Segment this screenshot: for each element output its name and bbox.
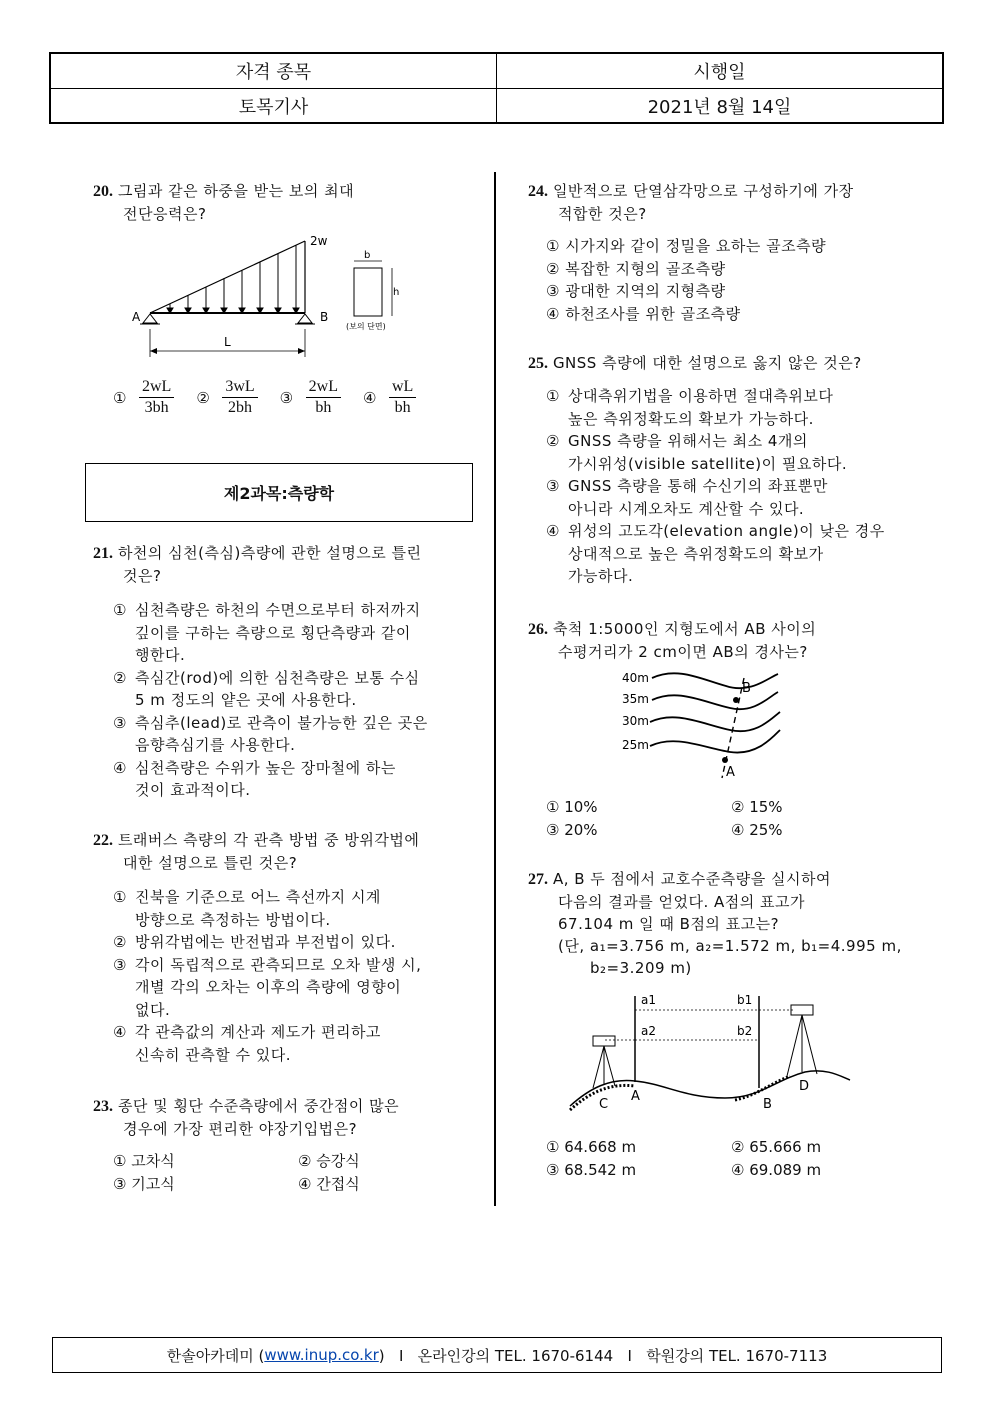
question-23: 23. 종단 및 횡단 수준측량에서 중간점이 많은 경우에 가장 편리한 야장기입법은? ① 고차식 ② 승강식 ③ 기고식 ④ 간접식 [93,1095,488,1195]
q26-option-4[interactable]: ④ 25% [731,820,783,839]
q20-width-label: b [364,250,371,261]
q27-option-3[interactable]: ③ 68.542 m [546,1160,637,1179]
header-col1-title: 자격 종목 [51,54,497,88]
q20-option-2[interactable]: ② $\frac{3wL}{2bh}$ [196,377,257,418]
q20-label-b: B [320,310,329,324]
footer-contact: ) I 온라인강의 TEL. 1670-6144 I 학원강의 TEL. 1670-7113 [378,1346,828,1365]
q26-options [546,796,916,841]
q23-option-4[interactable]: ④ 간접식 [298,1174,360,1193]
q20-span-label: L [224,335,231,349]
q26-label-a: A [726,765,735,780]
q21-option-2[interactable]: ② 측심간(rod)에 의한 심천측량은 보통 수심 5 m 정도의 얕은 곳에 사용한다. [113,668,420,709]
q25-option-3[interactable]: ③ GNSS 측량을 통해 수신기의 좌표뿐만 아니라 시계오차도 계산할 수 있다. [546,477,828,518]
column-divider [494,172,496,1206]
header-table [49,52,944,124]
question-22: 22. 트래버스 측량의 각 관측 방법 중 방위각법에 대한 설명으로 틀린 것은? ① 진북을 기준으로 어느 측선까지 시계 방향으로 측정하는 방법이다. ② 방위각법에는 반전법과 부전법이 있다. ③ 각이 독립적으로 관측되므로 오차 발생 시, 개별 각의 오차는 이후의 측량에 영향이 없다. ④ 각 관측값의 계산과 제도가 편리하고 신속히 관측할 수 있다. [93,829,488,1066]
q20-line1: 그림과 같은 하중을 받는 보의 최대 [117,182,355,200]
q20-options [113,377,438,418]
question-27: 27. A, B 두 점에서 교호수준측량을 실시하여 다음의 결과를 얻었다. A점의 표고가 67.104 m 일 때 B점의 표고는? (단, a₁=3.756 m, a₂=1.572 m, b₁=4.995 m, b₂=3.209 m) [528,870,902,977]
q27-label-d: D [799,1079,810,1094]
footer [52,1337,942,1373]
q27-options [546,1136,916,1181]
q21-option-4[interactable]: ④ 심천측량은 수위가 높은 장마철에 하는 것이 효과적이다. [113,758,396,799]
footer-website-link[interactable]: www.inup.co.kr [264,1346,379,1364]
q27-option-4[interactable]: ④ 69.089 m [731,1160,822,1179]
q26-option-1[interactable]: ① 10% [546,798,598,816]
q27-label-a2: a2 [641,1024,656,1038]
q26-label-30m: 30m [622,714,649,728]
q24-option-4[interactable]: ④ 하천조사를 위한 골조측량 [546,304,741,323]
q27-label-b1: b1 [737,993,753,1007]
q26-label-40m: 40m [622,671,649,685]
question-24: 24. 일반적으로 단열삼각망으로 구성하기에 가장 적합한 것은? ① 시가지와 같이 정밀을 요하는 골조측량 ② 복잡한 지형의 골조측량 ③ 광대한 지역의 지형측량 ④ 하천조사를 위한 골조측량 [528,180,928,325]
question-26: 26. 축척 1:5000인 지형도에서 AB 사이의 수평거리가 2 cm이면 AB의 경사는? [528,620,817,661]
q21-option-3[interactable]: ③ 측심추(lead)로 관측이 불가능한 깊은 곳은 음향측심기를 사용한다. [113,713,428,754]
q25-option-4[interactable]: ④ 위성의 고도각(elevation angle)이 낮은 경우 상대적으로 높은 측위정확도의 확보가 가능하다. [546,522,885,585]
q22-option-2[interactable]: ② 방위각법에는 반전법과 부전법이 있다. [113,933,396,951]
q20-height-label: h [393,287,400,298]
q24-option-1[interactable]: ① 시가지와 같이 정밀을 요하는 골조측량 [546,237,827,255]
q20-number: 20. [93,183,113,200]
q20-beam-figure [130,233,420,363]
q20-line2: 전단응력은? [123,205,207,223]
q27-label-a1: a1 [641,993,656,1007]
q27-option-1[interactable]: ① 64.668 m [546,1138,637,1156]
header-col1-value: 토목기사 [51,89,497,123]
q27-option-2[interactable]: ② 65.666 m [731,1138,822,1156]
q23-option-2[interactable]: ② 승강식 [298,1152,360,1170]
q27-label-b2: b2 [737,1024,753,1038]
q21-option-1[interactable]: ① 심천측량은 하천의 수면으로부터 하저까지 깊이를 구하는 측량으로 횡단측량과 같이 행한다. [113,601,421,664]
q26-option-2[interactable]: ② 15% [731,798,783,816]
q27-label-a: A [631,1089,640,1104]
q20-section-caption: (보의 단면) [346,322,386,331]
q22-option-4[interactable]: ④ 각 관측값의 계산과 제도가 편리하고 신속히 관측할 수 있다. [113,1023,381,1064]
q27-leveling-figure [565,988,855,1118]
question-21: 21. 하천의 심천(측심)측량에 관한 설명으로 틀린 것은? ① 심천측량은 하천의 수면으로부터 하저까지 깊이를 구하는 측량으로 횡단측량과 같이 행한다. ② 측심간(rod)에 의한 심천측량은 보통 수심 5 m 정도의 얕은 곳에 사용한다. ③ 측심추(lead)로 관측이 불가능한 깊은 곳은 음향측심기를 사용한다. ④ 심천측량은 수위가 높은 장마철에 하는 것이 효과적이다. [93,542,488,802]
q23-option-3[interactable]: ③ 기고식 [113,1174,175,1193]
q22-option-1[interactable]: ① 진북을 기준으로 어느 측선까지 시계 방향으로 측정하는 방법이다. [113,888,381,929]
q26-option-3[interactable]: ③ 20% [546,820,598,839]
q20-option-1[interactable]: ① $\frac{2wL}{3bh}$ [113,377,174,418]
q26-label-b: B [742,681,751,696]
q26-label-35m: 35m [622,692,649,706]
q22-option-3[interactable]: ③ 각이 독립적으로 관측되므로 오차 발생 시, 개별 각의 오차는 이후의 측량에 영향이 없다. [113,955,422,1019]
header-col2-value: 2021년 8월 14일 [647,97,792,118]
question-25: 25. GNSS 측량에 대한 설명으로 옳지 않은 것은? ① 상대측위기법을 이용하면 절대측위보다 높은 측위정확도의 확보가 가능하다. ② GNSS 측량을 위해서는 최소 4개의 가시위성(visible satellite)이 필요하다. ③ GNSS 측량을 통해 수신기의 좌표뿐만 아니라 시계오차도 계산할 수 있다. ④ 위성의 고도각(elevation angle)이 낮은 경우 상대적으로 높은 측위정확도의 확보가 가능하다. [528,352,938,588]
footer-prefix: 한솔아카데미 ( [166,1346,265,1365]
header-col2-title: 시행일 [693,62,746,83]
q20-load-label: 2w [310,234,328,248]
q25-option-1[interactable]: ① 상대측위기법을 이용하면 절대측위보다 높은 측위정확도의 확보가 가능하다. [546,387,834,428]
q20-option-3[interactable]: ③ $\frac{2wL}{bh}$ [280,377,341,418]
q27-label-c: C [599,1097,609,1112]
q23-option-1[interactable]: ① 고차식 [113,1152,175,1170]
q20-option-4[interactable]: ④ $\frac{wL}{bh}$ [363,377,416,418]
question-20 [93,180,483,225]
q26-label-25m: 25m [622,738,649,752]
section-title: 제2과목:측량학 [85,463,473,522]
q27-label-b: B [763,1097,772,1112]
q24-option-2[interactable]: ② 복잡한 지형의 골조측량 [546,259,726,278]
q26-contour-figure [618,666,788,784]
q24-option-3[interactable]: ③ 광대한 지역의 지형측량 [546,282,726,300]
q25-option-2[interactable]: ② GNSS 측량을 위해서는 최소 4개의 가시위성(visible satellite)이 필요하다. [546,432,848,473]
q20-label-a: A [132,310,141,324]
